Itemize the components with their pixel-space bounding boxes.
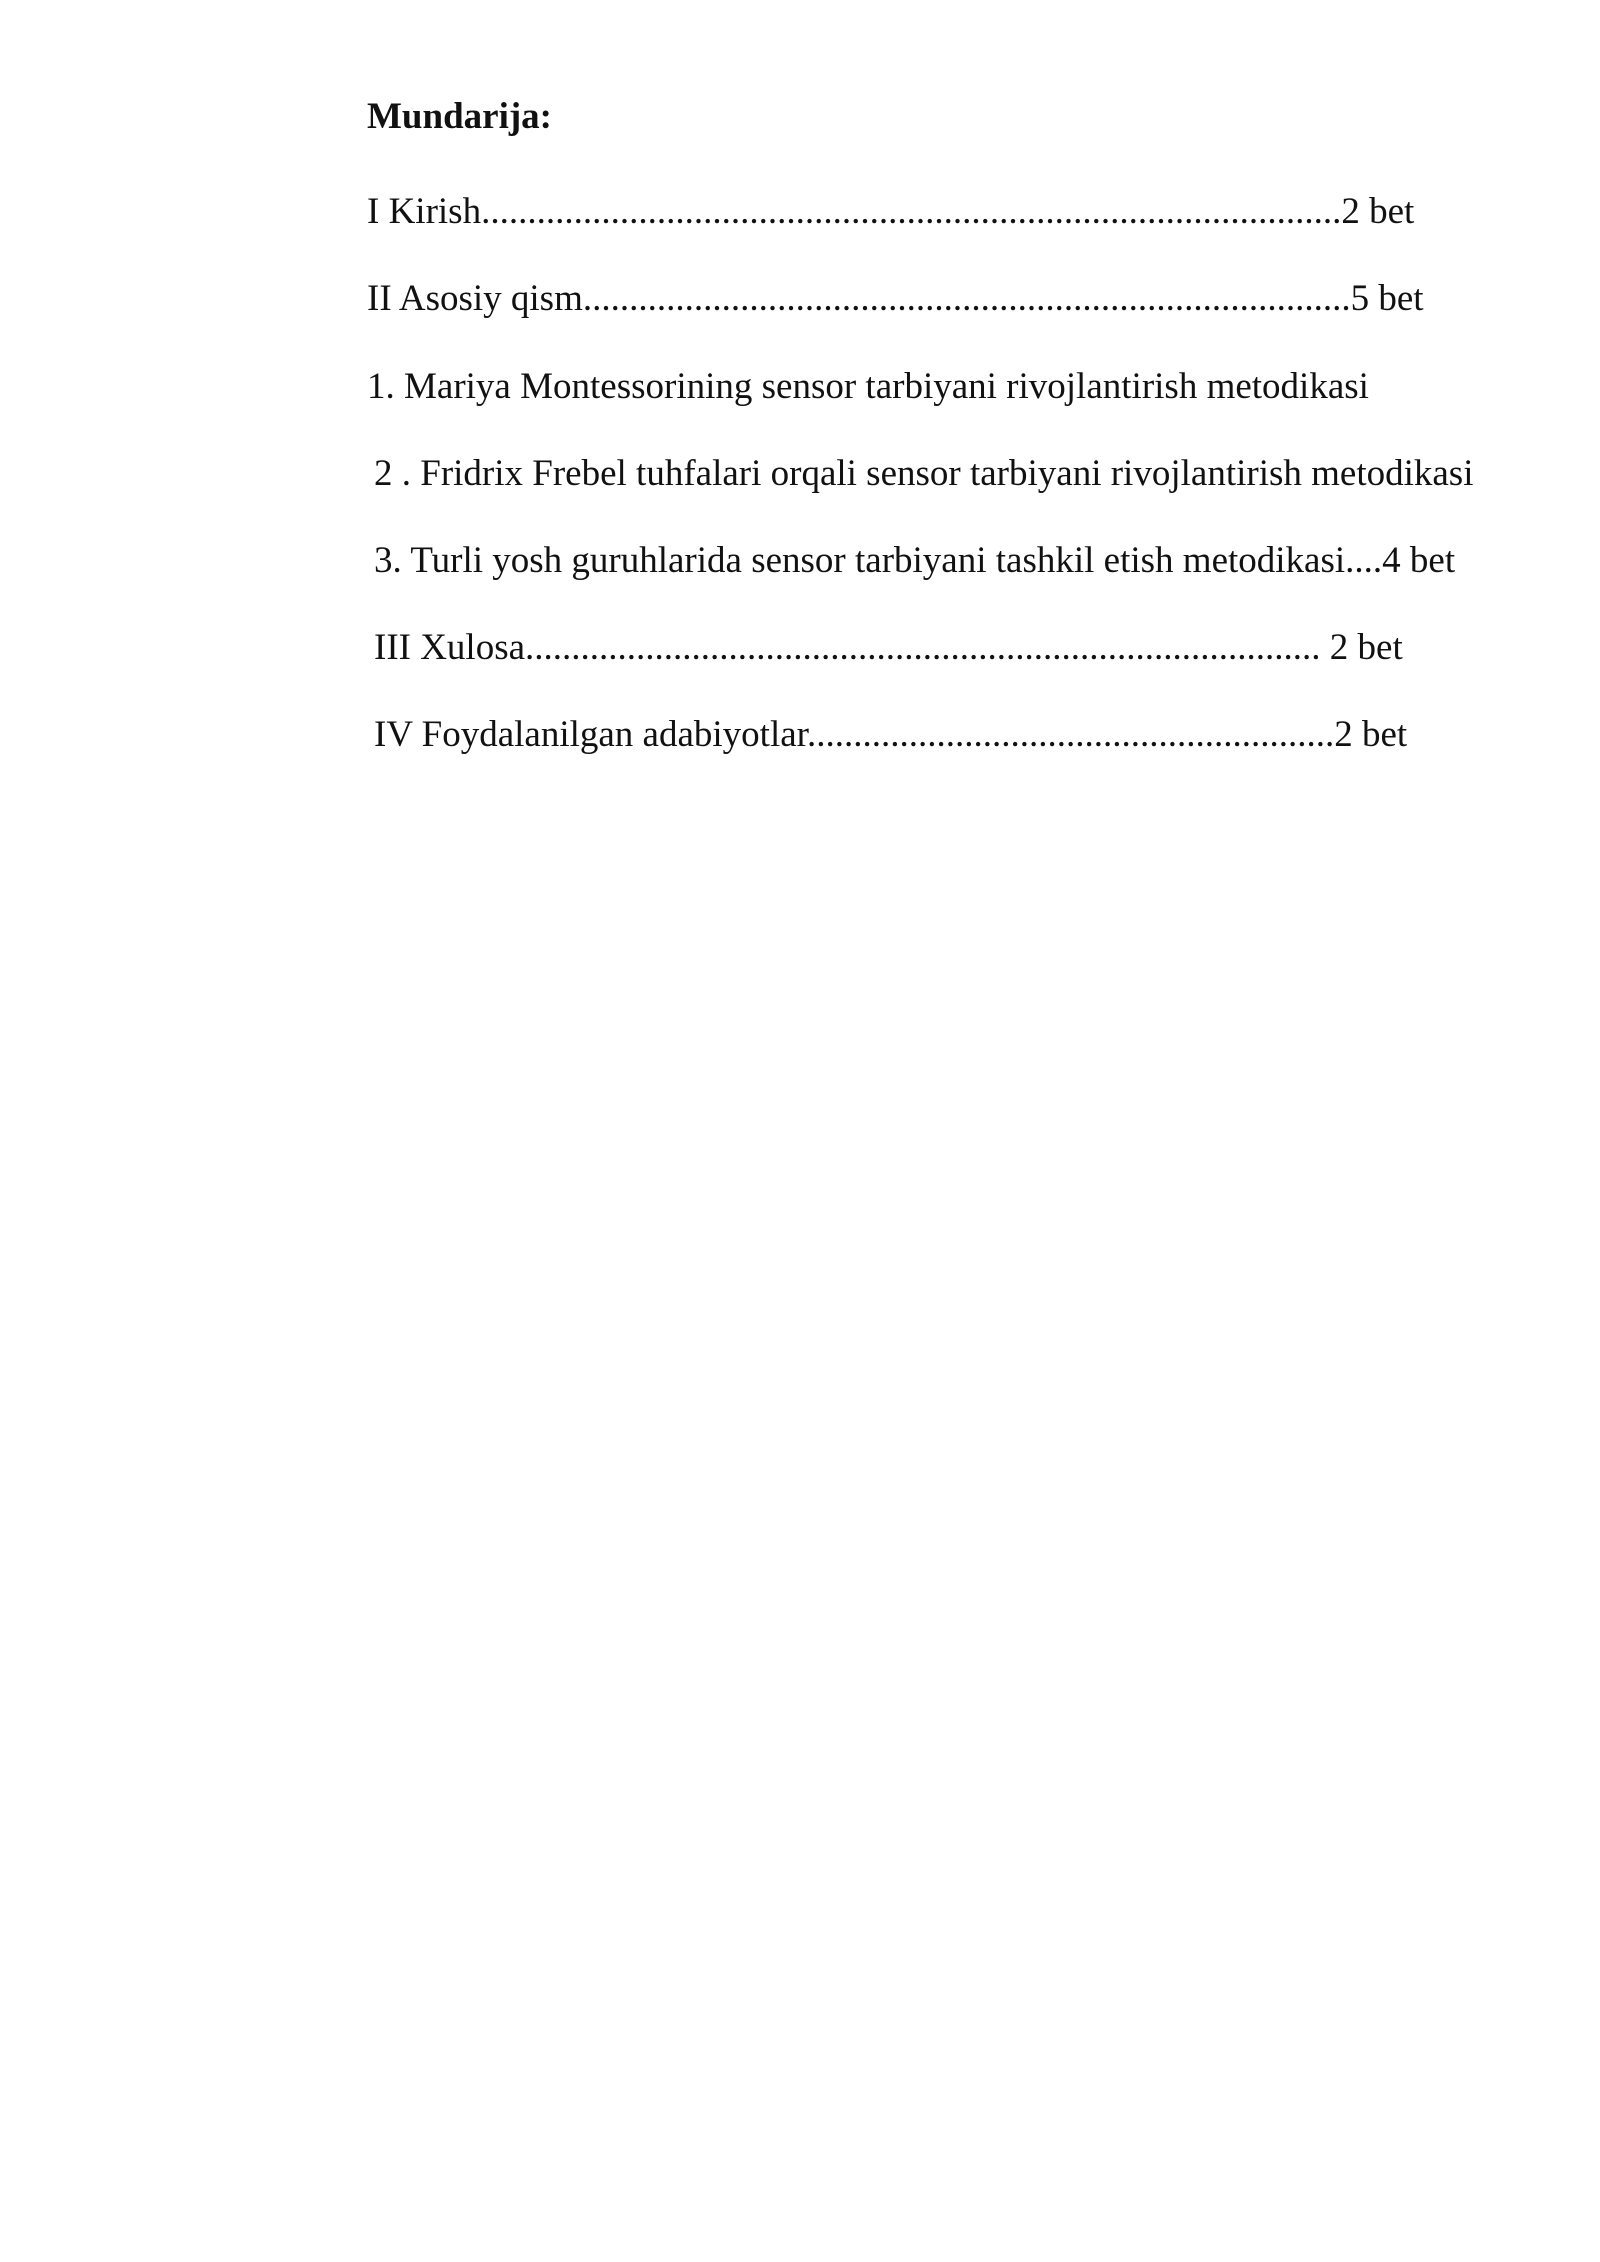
toc-entry-asosiy-qism: II Asosiy qism...................................................................................5 bet — [367, 278, 1424, 319]
toc-entry-kirish: I Kirish.............................................................................................2 bet — [367, 191, 1415, 232]
toc-entry-xulosa: III Xulosa...................................................................................... 2 bet — [374, 627, 1403, 668]
toc-entry-montessori: 1. Mariya Montessorining sensor tarbiyani rivojlantirish metodikasi — [367, 366, 1369, 407]
toc-entry-adabiyotlar: IV Foydalanilgan adabiyotlar.........................................................2 bet — [374, 714, 1408, 755]
toc-entry-yosh-guruhlari: 3. Turli yosh guruhlarida sensor tarbiyani tashkil etish metodikasi....4 bet — [374, 540, 1456, 581]
toc-heading: Mundarija: — [367, 96, 552, 137]
toc-entry-frebel: 2 . Fridrix Frebel tuhfalari orqali sensor tarbiyani rivojlantirish metodikasi — [374, 453, 1474, 494]
